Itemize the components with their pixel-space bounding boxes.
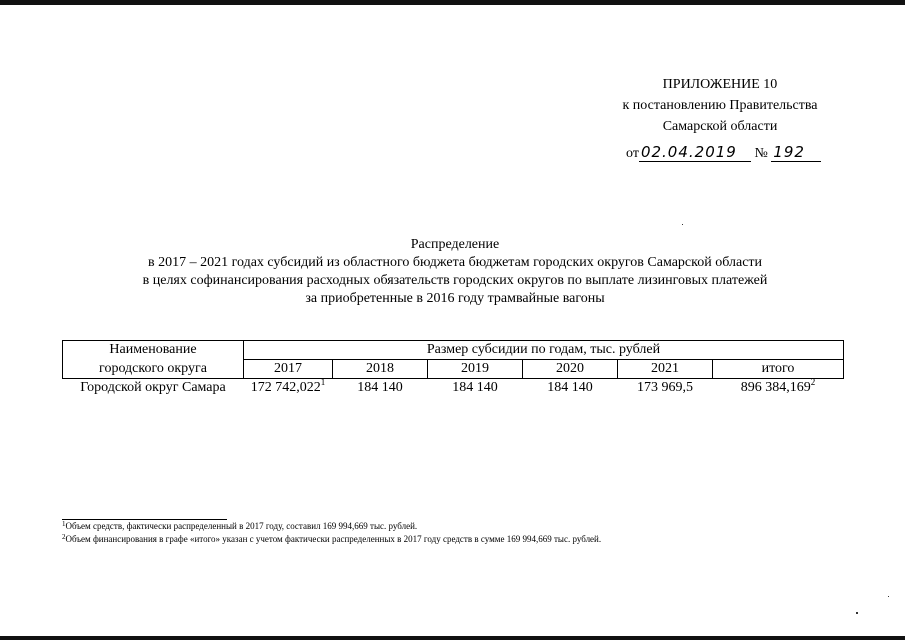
- subsidy-table: [62, 340, 844, 397]
- heading-line-3: за приобретенные в 2016 году трамвайные вагоны: [305, 291, 605, 306]
- table-header-row-2: [63, 360, 844, 379]
- scan-speck: [888, 596, 889, 597]
- footnote-1: [62, 520, 601, 533]
- year-header-2021: 2021: [618, 360, 713, 379]
- appendix-line-3: Самарской области: [662, 119, 778, 134]
- appendix-line-2: к постановлению Правительства: [622, 98, 818, 113]
- cell-total: [713, 379, 844, 398]
- footnote-2-mark: 2: [62, 533, 66, 541]
- table-row: [63, 379, 844, 398]
- decree-date-number: [626, 143, 821, 162]
- heading-line-1: в 2017 – 2021 годах субсидий из областного бюджета бюджетам городских округов Самарской области: [147, 255, 763, 270]
- heading-line-2: в целях софинансирования расходных обязательств городских округов по выплате лизинговых платежей: [142, 273, 768, 288]
- appendix-block: [590, 74, 850, 137]
- from-label: от: [626, 146, 639, 161]
- cell-2020: 184 140: [547, 380, 593, 395]
- footnote-ref-1: 1: [320, 377, 326, 387]
- total-header: итого: [713, 360, 844, 379]
- size-header: Размер субсидии по годам, тыс. рублей: [244, 341, 844, 360]
- cell-2019: 184 140: [452, 380, 498, 395]
- year-header-2017: 2017: [244, 360, 333, 379]
- footnote-2: [62, 533, 601, 546]
- name-header-2: городского округа: [63, 360, 244, 379]
- footnote-1-text: Объем средств, фактически распределенный в 2017 году, составил 169 994,669 тыс. рублей.: [65, 521, 418, 531]
- number-label: №: [754, 146, 768, 161]
- cell-2021: 173 969,5: [637, 380, 693, 395]
- value-total: 896 384,169: [740, 380, 811, 395]
- handwritten-number: 192: [771, 143, 821, 162]
- appendix-title: ПРИЛОЖЕНИЕ 10: [662, 77, 778, 92]
- scan-speck: [856, 612, 858, 614]
- scan-top-border: [0, 0, 905, 5]
- cell-2017: [244, 379, 333, 398]
- scan-bottom-border: [0, 636, 905, 640]
- footnotes: [62, 520, 601, 546]
- name-header-1: Наименование: [63, 341, 244, 360]
- row-name: Городской округ Самара: [80, 380, 226, 395]
- year-header-2019: 2019: [428, 360, 523, 379]
- document-heading: [60, 236, 850, 308]
- handwritten-date: 02.04.2019: [639, 143, 751, 162]
- scan-speck: [682, 224, 683, 225]
- year-header-2018: 2018: [333, 360, 428, 379]
- footnote-1-mark: 1: [62, 520, 66, 528]
- year-header-2020: 2020: [523, 360, 618, 379]
- table-header-row-1: [63, 341, 844, 360]
- cell-2018: 184 140: [357, 380, 403, 395]
- heading-title: Распределение: [410, 237, 500, 252]
- value-2017: 172 742,022: [250, 380, 321, 395]
- footnote-2-text: Объем финансирования в графе «итого» указан с учетом фактически распределенных в 2017 году средств в сумме 169 994,669 тыс. рублей.: [65, 534, 602, 544]
- footnote-ref-2: 2: [810, 377, 816, 387]
